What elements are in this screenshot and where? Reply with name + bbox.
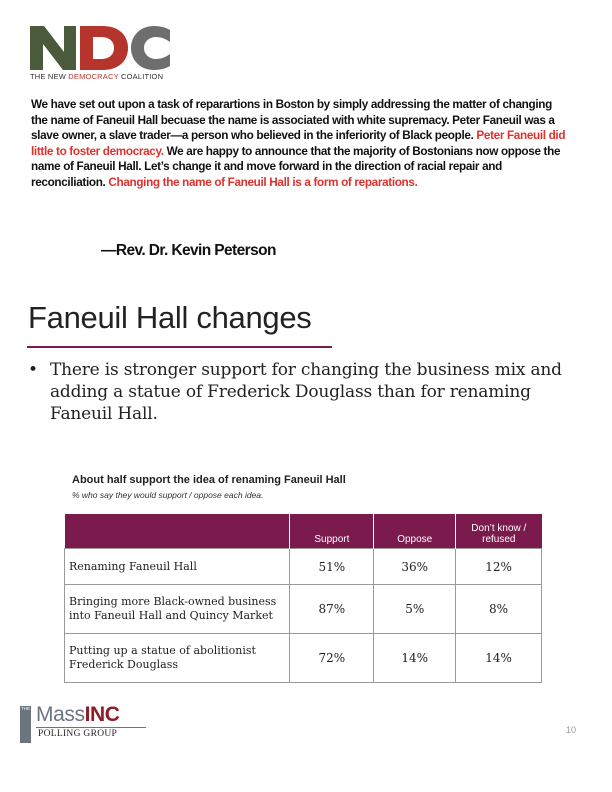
oppose-value: 14% bbox=[374, 634, 456, 683]
table-title: About half support the idea of renaming Faneuil Hall bbox=[72, 474, 346, 486]
massinc-wordmark bbox=[36, 703, 120, 727]
ndc-letters-graphic bbox=[30, 24, 170, 72]
oppose-value: 5% bbox=[374, 585, 456, 634]
table-row bbox=[65, 585, 542, 634]
ndc-logo bbox=[30, 24, 180, 88]
bullet-dot: • bbox=[28, 360, 39, 380]
bullet-point bbox=[28, 359, 588, 425]
massinc-bar-text: THE bbox=[21, 706, 30, 711]
dont-know-value: 12% bbox=[456, 549, 542, 585]
quote-paragraph bbox=[31, 97, 570, 191]
quote-highlight-1: Peter Faneuil did little to foster democracy. bbox=[31, 128, 566, 158]
table-header-row bbox=[65, 514, 542, 549]
support-value: 87% bbox=[290, 585, 374, 634]
massinc-polling-group: POLLING GROUP bbox=[38, 729, 118, 739]
row-label: Renaming Faneuil Hall bbox=[65, 549, 290, 585]
header-dont-know: Don’t know / refused bbox=[456, 514, 542, 549]
quote-highlight-2: Changing the name of Faneuil Hall is a form of reparations. bbox=[108, 174, 418, 189]
ndc-tagline-post: COALITION bbox=[118, 72, 164, 81]
massinc-inc: INC bbox=[84, 703, 120, 726]
header-support: Support bbox=[290, 514, 374, 549]
ndc-tagline bbox=[30, 72, 163, 81]
table-subtitle: % who say they would support / oppose each idea. bbox=[72, 490, 264, 500]
quote-text-2: We are happy to announce that the majority of Bostonians now oppose the name of Faneuil Hall. Let’s change it and move forward in the direction of racial repair and reconciliation. bbox=[31, 143, 561, 189]
dont-know-value: 8% bbox=[456, 585, 542, 634]
table-row bbox=[65, 634, 542, 683]
ndc-tagline-pre: THE NEW bbox=[30, 72, 69, 81]
ndc-tagline-accent: DEMOCRACY bbox=[68, 72, 119, 81]
oppose-value: 36% bbox=[374, 549, 456, 585]
page-number: 10 bbox=[566, 725, 577, 735]
header-oppose: Oppose bbox=[374, 514, 456, 549]
row-label: Bringing more Black-owned business into Faneuil Hall and Quincy Market bbox=[65, 585, 290, 634]
massinc-divider bbox=[36, 727, 146, 728]
massinc-mass: Mass bbox=[36, 703, 85, 726]
header-blank bbox=[65, 514, 290, 549]
massinc-bar bbox=[20, 706, 31, 743]
row-label: Putting up a statue of abolitionist Frederick Douglass bbox=[65, 634, 290, 683]
slide-title: Faneuil Hall changes bbox=[28, 300, 312, 335]
massinc-logo bbox=[20, 703, 150, 745]
support-value: 51% bbox=[290, 549, 374, 585]
support-value: 72% bbox=[290, 634, 374, 683]
quote-text-1: We have set out upon a task of reparartions in Boston by simply addressing the matter of changing the name of Faneuil Hall becuase the name is associated with white supremacy. Peter Faneuil was a slave owner, a slave trader—a person who believed in the inferiority of Black people. bbox=[31, 97, 555, 143]
dont-know-value: 14% bbox=[456, 634, 542, 683]
quote-attribution: —Rev. Dr. Kevin Peterson bbox=[101, 242, 276, 259]
survey-table bbox=[64, 514, 542, 683]
title-underline bbox=[27, 346, 332, 348]
table-row bbox=[65, 549, 542, 585]
bullet-text: There is stronger support for changing the business mix and adding a statue of Frederick Douglass than for renaming Faneuil Hall. bbox=[50, 360, 562, 424]
